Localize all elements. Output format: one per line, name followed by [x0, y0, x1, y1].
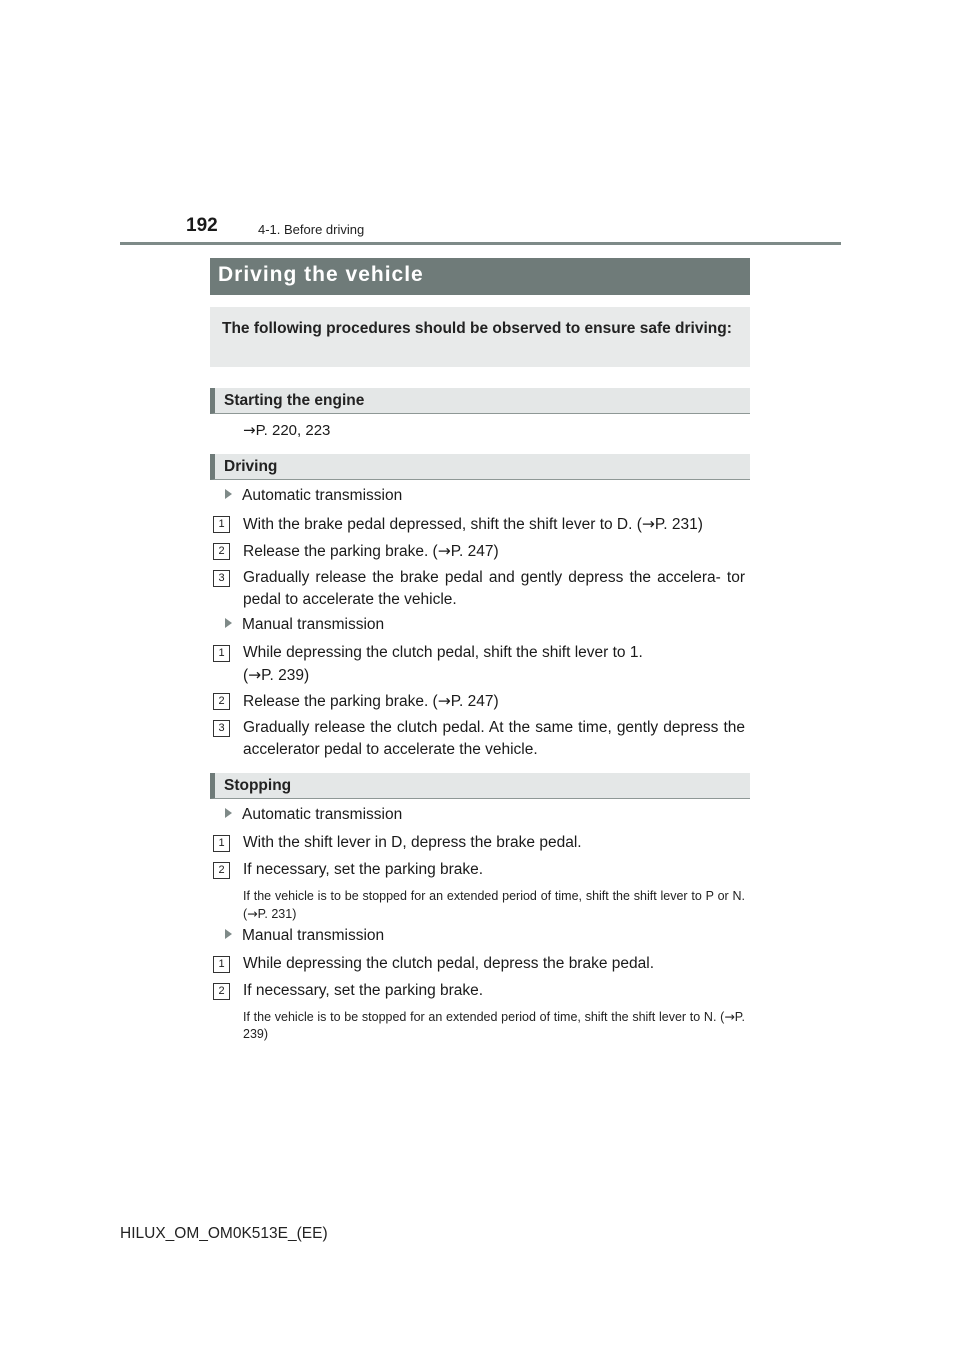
arrow-icon: → — [437, 542, 451, 560]
intro-box: The following procedures should be observed to ensure safe driving: — [210, 307, 750, 367]
triangle-bullet-icon — [225, 808, 232, 818]
step-text: Gradually release the brake pedal and gently depress the accelera- tor pedal to accelerate the vehicle. — [243, 569, 745, 608]
step-text: Release the parking brake. (→P. 247) — [243, 692, 499, 710]
note-text: If the vehicle is to be stopped for an extended period of time, shift the shift lever to P or N. (→P. 231) — [243, 889, 745, 921]
step-text: If necessary, set the parking brake. — [243, 982, 484, 999]
arrow-icon: → — [243, 421, 256, 439]
step-number-badge: 3 — [213, 720, 230, 737]
step-text: Release the parking brake. (→P. 247) — [243, 542, 499, 560]
arrow-icon: → — [724, 1009, 735, 1024]
step-text: Gradually release the clutch pedal. At the same time, gently depress the accelerator pedal to accelerate the vehicle. — [243, 719, 745, 758]
page-reference-link[interactable]: P. 231 — [257, 907, 293, 921]
page-reference-link[interactable]: P. 239 — [261, 667, 304, 684]
stopping-automatic-label: Automatic transmission — [225, 806, 402, 824]
step-number-badge: 1 — [213, 516, 230, 533]
note-text: If the vehicle is to be stopped for an extended period of time, shift the shift lever to N. (→P. 239) — [243, 1009, 745, 1041]
arrow-icon: → — [641, 515, 655, 533]
step-number-badge: 2 — [213, 543, 230, 560]
driving-manual-label: Manual transmission — [225, 616, 384, 634]
page-title: Driving the vehicle — [210, 258, 750, 295]
stopping-manual-label: Manual transmission — [225, 927, 384, 945]
heading-starting-engine: Starting the engine — [210, 388, 750, 414]
arrow-icon: → — [248, 666, 262, 684]
page-number: 192 — [186, 215, 218, 236]
step-number-badge: 2 — [213, 862, 230, 879]
step-number-badge: 1 — [213, 645, 230, 662]
driving-automatic-label: Automatic transmission — [225, 487, 402, 505]
step-text: While depressing the clutch pedal, depress the brake pedal. — [243, 955, 654, 972]
page-reference-link[interactable]: P. 220, 223 — [255, 422, 331, 439]
step-number-badge: 2 — [213, 693, 230, 710]
step-number-badge: 1 — [213, 956, 230, 973]
step-text: With the brake pedal depressed, shift the shift lever to D. (→P. 231) — [243, 515, 703, 533]
step-text: If necessary, set the parking brake. — [243, 861, 484, 878]
arrow-icon: → — [437, 692, 451, 710]
arrow-icon: → — [247, 906, 258, 921]
page-reference-link[interactable]: P. 247 — [450, 693, 494, 710]
section-title: 4-1. Before driving — [258, 222, 365, 237]
page-reference-link[interactable]: P. 239 — [243, 1010, 745, 1041]
step-number-badge: 2 — [213, 983, 230, 1000]
triangle-bullet-icon — [225, 929, 232, 939]
starting-ref — [243, 421, 330, 439]
step-text: While depressing the clutch pedal, shift the shift lever to 1. (→P. 239) — [243, 644, 643, 684]
triangle-bullet-icon — [225, 618, 232, 628]
header-divider — [120, 242, 841, 245]
page-reference-link[interactable]: P. 247 — [450, 543, 494, 560]
heading-driving: Driving — [210, 454, 750, 480]
triangle-bullet-icon — [225, 489, 232, 499]
heading-stopping: Stopping — [210, 773, 750, 799]
step-number-badge: 1 — [213, 835, 230, 852]
page-reference-link[interactable]: P. 231 — [654, 516, 698, 533]
document-code: HILUX_OM_OM0K513E_(EE) — [120, 1225, 328, 1242]
step-number-badge: 3 — [213, 570, 230, 587]
step-text: With the shift lever in D, depress the brake pedal. — [243, 834, 582, 851]
